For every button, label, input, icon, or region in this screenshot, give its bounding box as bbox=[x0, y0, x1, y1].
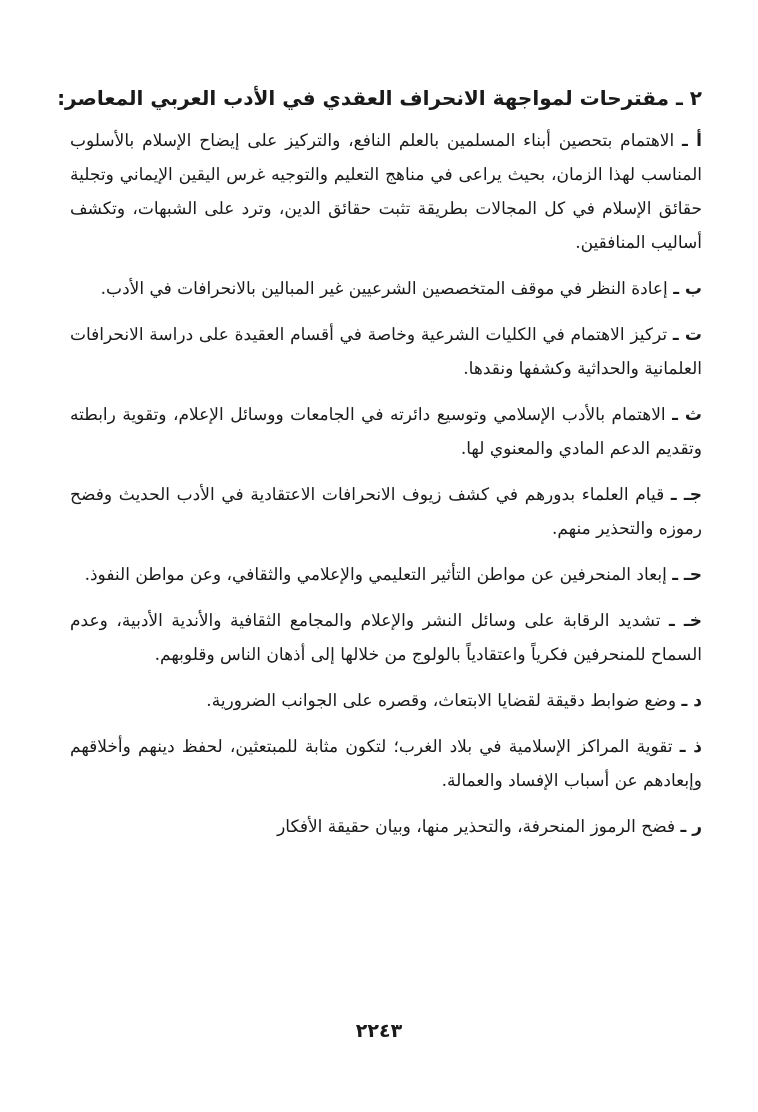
list-item bbox=[70, 558, 702, 592]
page-number: ٢٢٤٣ bbox=[355, 1020, 403, 1042]
item-marker: حـ ـ bbox=[672, 565, 702, 585]
item-text: تركيز الاهتمام في الكليات الشرعية وخاصة في أقسام العقيدة على دراسة الانحرافات العلمانية والحداثية وكشفها ونقدها. bbox=[70, 325, 702, 379]
list-item bbox=[70, 398, 702, 466]
list-item bbox=[70, 730, 702, 798]
item-text: فضح الرموز المنحرفة، والتحذير منها، وبيان حقيقة الأفكار bbox=[277, 817, 681, 837]
item-text: الاهتمام بالأدب الإسلامي وتوسيع دائرته في الجامعات ووسائل الإعلام، وتقوية رابطته وتقديم الدعم المادي والمعنوي لها. bbox=[70, 405, 702, 459]
list-item bbox=[70, 124, 702, 260]
list-item bbox=[70, 478, 702, 546]
list-item bbox=[70, 272, 702, 306]
item-marker: خـ ـ bbox=[669, 611, 702, 631]
item-text: إعادة النظر في موقف المتخصصين الشرعيين غير المبالين بالانحرافات في الأدب. bbox=[100, 279, 674, 299]
item-marker: ب ـ bbox=[673, 279, 702, 299]
item-text: إبعاد المنحرفين عن مواطن التأثير التعليمي والإعلامي والثقافي، وعن مواطن النفوذ. bbox=[84, 565, 673, 585]
section-heading: ٢ ـ مقترحات لمواجهة الانحراف العقدي في الأدب العربي المعاصر: bbox=[57, 86, 702, 110]
item-marker: جـ ـ bbox=[670, 485, 702, 505]
item-marker: ث ـ bbox=[672, 405, 703, 425]
list-item bbox=[70, 318, 702, 386]
list-item bbox=[70, 684, 702, 718]
item-marker: ذ ـ bbox=[679, 737, 702, 757]
item-text: تقوية المراكز الإسلامية في بلاد الغرب؛ لتكون مثابة للمبتعثين، لحفظ دينهم وأخلاقهم وإبعادهم عن أسباب الإفساد والعمالة. bbox=[70, 737, 702, 791]
item-text: وضع ضوابط دقيقة لقضايا الابتعاث، وقصره على الجوانب الضرورية. bbox=[206, 691, 682, 711]
list-item bbox=[70, 810, 702, 844]
item-text: تشديد الرقابة على وسائل النشر والإعلام والمجامع الثقافية والأندية الأدبية، وعدم السماح للمنحرفين فكرياً واعتقادياً بالولوج من خلالها إلى أذهان الناس وقلوبهم. bbox=[70, 611, 702, 665]
item-marker: ر ـ bbox=[680, 817, 702, 837]
list-item bbox=[70, 604, 702, 672]
item-marker: ت ـ bbox=[672, 325, 703, 345]
item-marker: د ـ bbox=[681, 691, 702, 711]
item-marker: أ ـ bbox=[682, 131, 702, 151]
item-text: الاهتمام بتحصين أبناء المسلمين بالعلم النافع، والتركيز على إيضاح الإسلام بالأسلوب المناسب لهذا الزمان، بحيث يراعى في مناهج التعليم والتوجيه غرس اليقين الإيماني وتجلية حقائق الإسلام في كل المجالات بطريقة تثبت حقائق الدين، وترد على الشبهات، وتكشف أساليب المنافقين. bbox=[70, 131, 702, 253]
item-text: قيام العلماء بدورهم في كشف زيوف الانحرافات الاعتقادية في الأدب الحديث وفضح رموزه والتحذير منهم. bbox=[70, 485, 702, 539]
document-page bbox=[57, 78, 703, 1058]
